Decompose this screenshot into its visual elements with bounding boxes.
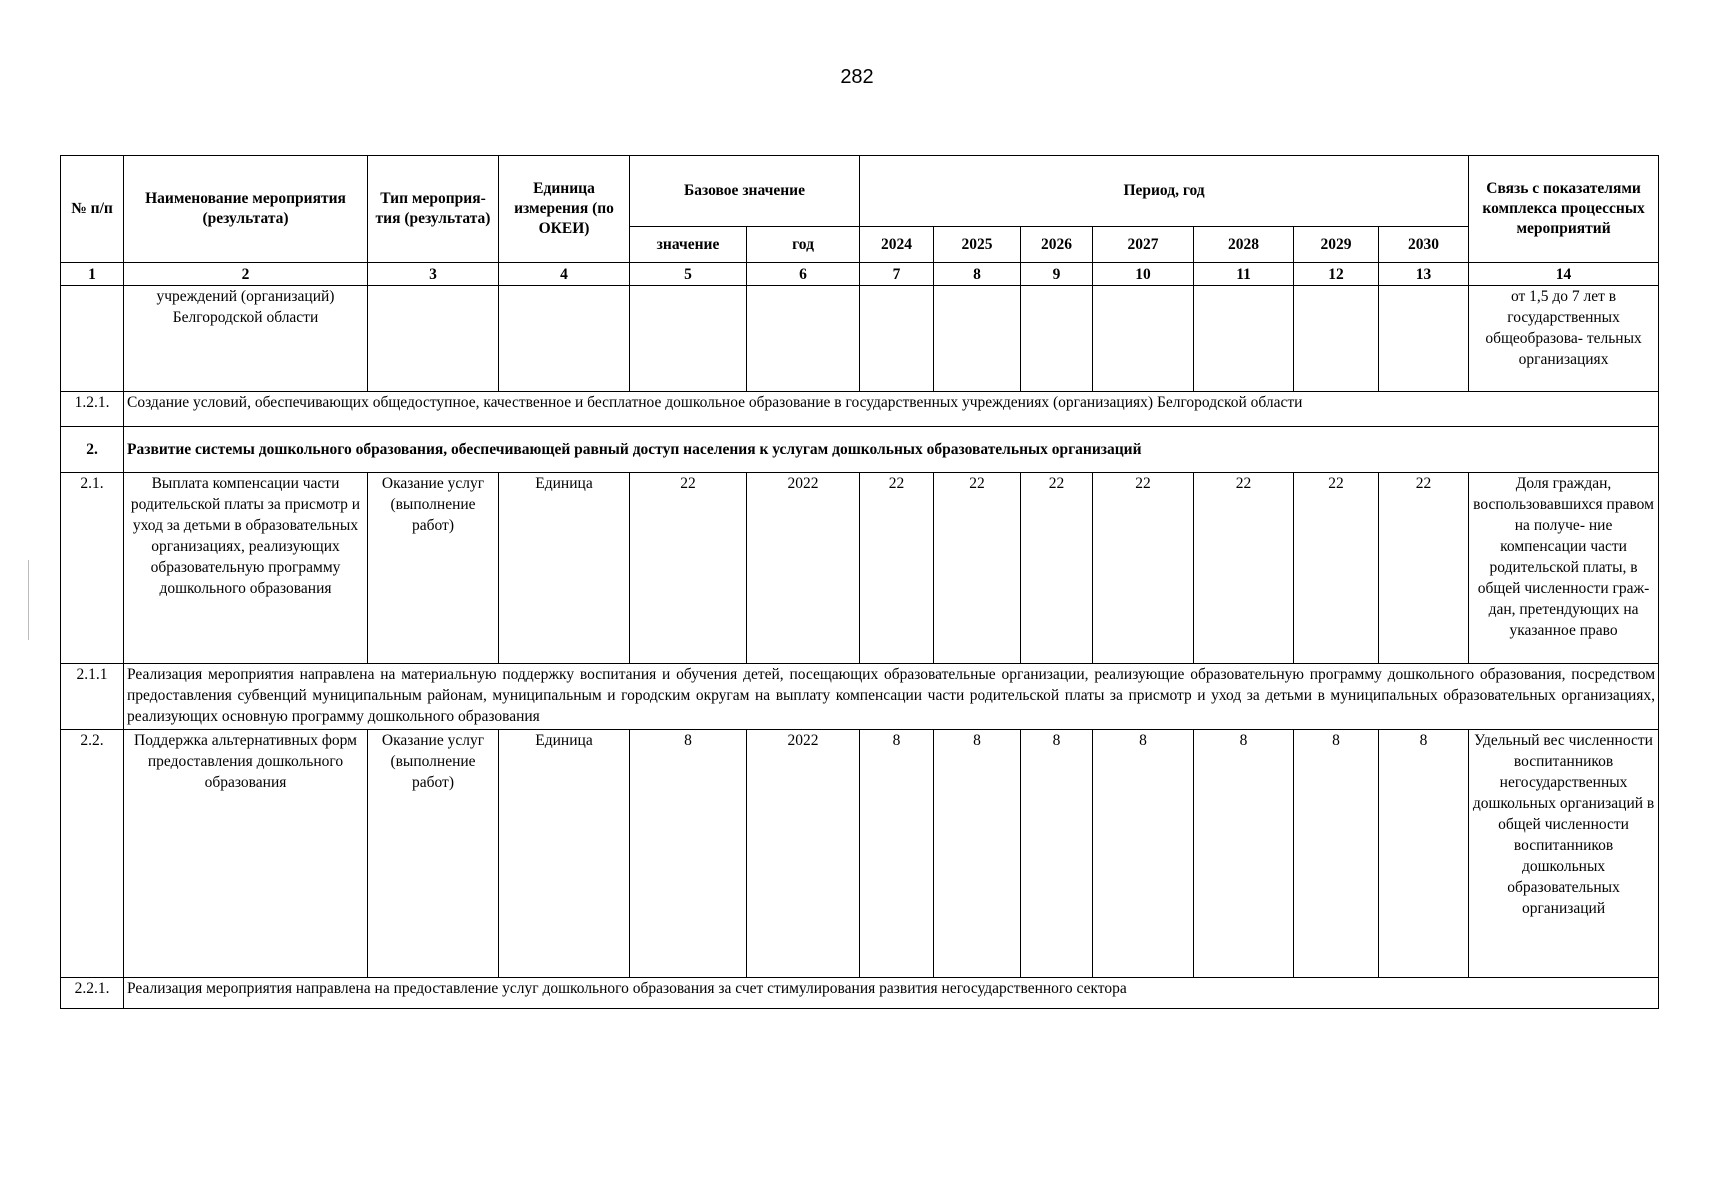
row-num: 2.2.1.: [61, 978, 124, 1009]
column-number: 1: [61, 263, 124, 286]
table-row-2-1-1: [61, 664, 1659, 730]
row-year-value: 8: [1379, 730, 1469, 978]
row-base-year: 2022: [747, 730, 860, 978]
column-number: 3: [368, 263, 499, 286]
row-name: Поддержка альтернативных форм предоставления дошкольного образования: [124, 730, 368, 978]
row-name: Выплата компенсации части родительской платы за присмотр и уход за детьми в образовательных организациях, реализующих образовательную программу дошкольного образования: [124, 473, 368, 664]
row-description: Реализация мероприятия направлена на материальную поддержку воспитания и обучения детей, посещающих образовательные организации, реализующие образовательную программу дошкольного образования, посредством предоставления субвенций муниципальным районам, муниципальным и городским округам на выплату компенсации части родительской платы за присмотр и уход за детьми в муниципальных образовательных организациях, реализующих основную программу дошкольного образования: [124, 664, 1659, 730]
row-type: Оказание услуг (выполнение работ): [368, 730, 499, 978]
table-row-2-2: [61, 730, 1659, 978]
row-year-value: 8: [860, 730, 934, 978]
measures-table: [60, 155, 1659, 1009]
row-cell-empty: [934, 286, 1021, 392]
page-number: 282: [840, 66, 874, 88]
header-row-1: [61, 156, 1659, 227]
header-period: Период, год: [860, 156, 1469, 227]
row-base-year: 2022: [747, 473, 860, 664]
header-year: 2026: [1021, 227, 1093, 263]
row-year-value: 22: [1021, 473, 1093, 664]
row-cell-empty: [1093, 286, 1194, 392]
row-year-value: 22: [860, 473, 934, 664]
row-year-value: 8: [1194, 730, 1294, 978]
row-cell-empty: [368, 286, 499, 392]
row-description: Создание условий, обеспечивающих общедоступное, качественное и бесплатное дошкольное образование в государственных учреждениях (организациях) Белгородской области: [124, 392, 1659, 427]
header-num: № п/п: [61, 156, 124, 263]
row-year-value: 22: [1294, 473, 1379, 664]
column-number: 5: [630, 263, 747, 286]
header-base-year: год: [747, 227, 860, 263]
scan-margin-line: [28, 560, 29, 640]
header-year: 2028: [1194, 227, 1294, 263]
column-number: 12: [1294, 263, 1379, 286]
row-cell-empty: [747, 286, 860, 392]
header-year: 2027: [1093, 227, 1194, 263]
header-name: Наименование мероприятия (результата): [124, 156, 368, 263]
row-num: 2.1.: [61, 473, 124, 664]
row-year-value: 8: [1021, 730, 1093, 978]
table-row-2-1: [61, 473, 1659, 664]
column-number: 8: [934, 263, 1021, 286]
row-num-empty: [61, 286, 124, 392]
header-year: 2029: [1294, 227, 1379, 263]
row-num: 2.1.1: [61, 664, 124, 730]
row-year-value: 8: [1294, 730, 1379, 978]
row-num: 1.2.1.: [61, 392, 124, 427]
table-row-2: [61, 427, 1659, 473]
column-number: 11: [1194, 263, 1294, 286]
row-link: от 1,5 до 7 лет в государственных общеобразова- тельных организациях: [1469, 286, 1659, 392]
header-base-value: значение: [630, 227, 747, 263]
row-description: Реализация мероприятия направлена на предоставление услуг дошкольного образования за счет стимулирования развития негосударственного сектора: [124, 978, 1659, 1009]
row-num: 2.: [61, 427, 124, 473]
column-number: 10: [1093, 263, 1194, 286]
row-year-value: 22: [934, 473, 1021, 664]
column-number: 9: [1021, 263, 1093, 286]
column-number-row: [61, 263, 1659, 286]
header-link: Связь с показателями комплекса процессных мероприятий: [1469, 156, 1659, 263]
row-link: Доля граждан, воспользовавшихся правом на получе- ние компенсации части родительской платы, в общей численности граж- дан, претендующих на указанное право: [1469, 473, 1659, 664]
column-number: 2: [124, 263, 368, 286]
row-cell-empty: [1294, 286, 1379, 392]
column-number: 6: [747, 263, 860, 286]
row-unit: Единица: [499, 730, 630, 978]
row-link: Удельный вес численности воспитанников негосударственных дошкольных организаций в общей численности воспитанников дошкольных образовательных организаций: [1469, 730, 1659, 978]
row-cell-empty: [1379, 286, 1469, 392]
row-name: учреждений (организаций) Белгородской области: [124, 286, 368, 392]
header-year: 2030: [1379, 227, 1469, 263]
row-cell-empty: [860, 286, 934, 392]
row-unit: Единица: [499, 473, 630, 664]
row-year-value: 22: [1379, 473, 1469, 664]
table-row-2-2-1: [61, 978, 1659, 1009]
column-number: 4: [499, 263, 630, 286]
table-row-continuation: [61, 286, 1659, 392]
row-year-value: 8: [1093, 730, 1194, 978]
table-row-1-2-1: [61, 392, 1659, 427]
row-cell-empty: [1194, 286, 1294, 392]
row-base-value: 8: [630, 730, 747, 978]
row-cell-empty: [499, 286, 630, 392]
header-year: 2024: [860, 227, 934, 263]
row-year-value: 22: [1093, 473, 1194, 664]
row-base-value: 22: [630, 473, 747, 664]
column-number: 14: [1469, 263, 1659, 286]
row-num: 2.2.: [61, 730, 124, 978]
row-year-value: 22: [1194, 473, 1294, 664]
column-number: 13: [1379, 263, 1469, 286]
header-unit: Единица измерения (по ОКЕИ): [499, 156, 630, 263]
header-type: Тип мероприя- тия (результата): [368, 156, 499, 263]
row-year-value: 8: [934, 730, 1021, 978]
header-base: Базовое значение: [630, 156, 860, 227]
header-year: 2025: [934, 227, 1021, 263]
row-cell-empty: [1021, 286, 1093, 392]
column-number: 7: [860, 263, 934, 286]
row-type: Оказание услуг (выполнение работ): [368, 473, 499, 664]
row-cell-empty: [630, 286, 747, 392]
row-section-title: Развитие системы дошкольного образования, обеспечивающей равный доступ населения к услугам дошкольных образовательных организаций: [124, 427, 1659, 473]
